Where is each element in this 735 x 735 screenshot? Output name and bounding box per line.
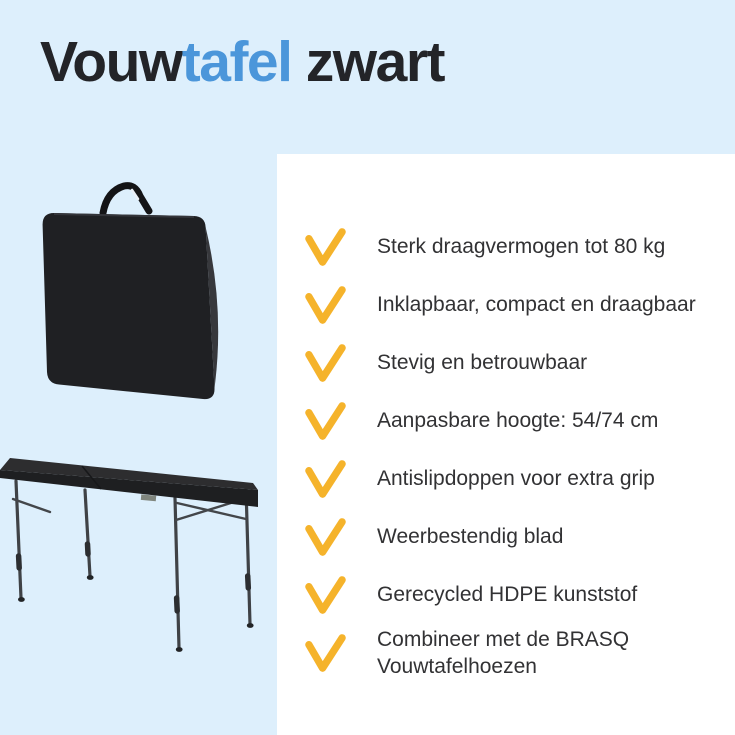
check-icon — [303, 459, 348, 500]
feature-label: Stevig en betrouwbaar — [377, 351, 588, 375]
assembled-table-image — [0, 448, 272, 668]
leg-collars — [19, 544, 249, 611]
title-part-dark-2: zwart — [291, 30, 445, 94]
check-icon — [303, 401, 348, 442]
list-item — [303, 566, 721, 624]
list-item — [303, 218, 721, 276]
check-icon — [303, 633, 348, 674]
check-icon — [303, 575, 348, 616]
title-part-accent: tafel — [181, 30, 292, 94]
carry-handle-icon — [103, 186, 149, 213]
feature-label: Sterk draagvermogen tot 80 kg — [377, 235, 666, 259]
page-title — [40, 30, 444, 96]
folded-table-image — [28, 150, 240, 420]
list-item — [303, 276, 721, 334]
list-item — [303, 334, 721, 392]
feature-label: Combineer met de BRASQ Vouwtafelhoezen — [377, 627, 630, 678]
feature-list — [303, 218, 721, 682]
feature-label: Inklapbaar, compact en draagbaar — [377, 293, 696, 317]
case-front — [43, 213, 215, 399]
check-icon — [303, 343, 348, 384]
list-item — [303, 392, 721, 450]
check-icon — [303, 517, 348, 558]
feature-label: Antislipdoppen voor extra grip — [377, 467, 655, 491]
list-item — [303, 624, 721, 682]
title-part-dark: Vouw — [40, 30, 182, 94]
leg-feet — [18, 575, 254, 652]
check-icon — [303, 285, 348, 326]
table-legs — [16, 481, 250, 648]
brand-patch — [141, 494, 156, 501]
list-item — [303, 450, 721, 508]
feature-label: Gerecycled HDPE kunststof — [377, 583, 638, 607]
feature-label: Aanpasbare hoogte: 54/74 cm — [377, 409, 659, 433]
list-item — [303, 508, 721, 566]
check-icon — [303, 227, 348, 268]
feature-label: Weerbestendig blad — [377, 525, 564, 549]
